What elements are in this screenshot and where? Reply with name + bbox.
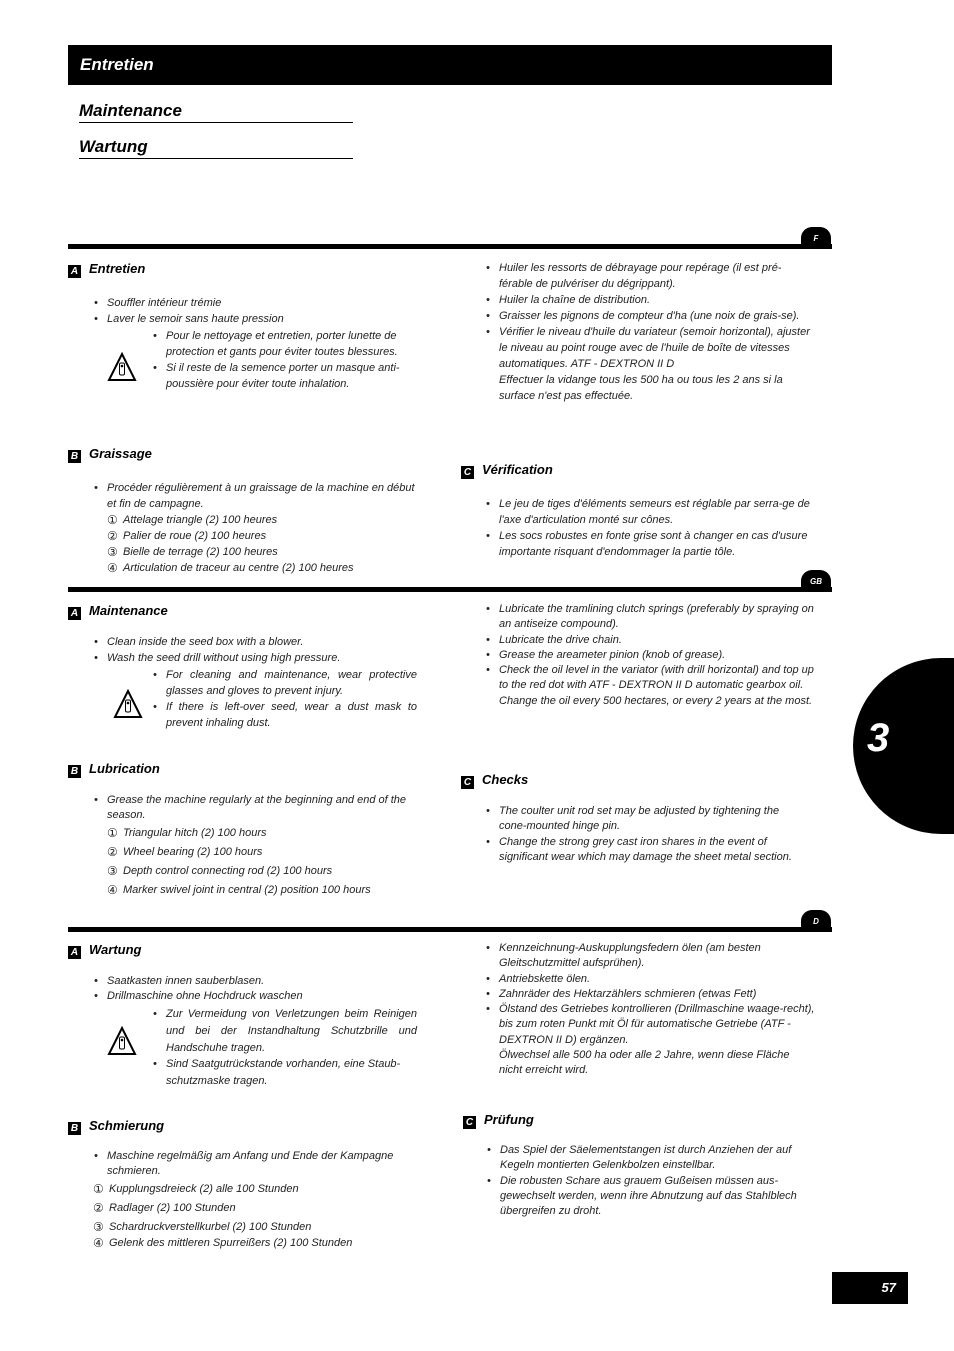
header-bar	[68, 45, 832, 85]
section-letter-box: B	[68, 765, 81, 778]
verification-list-fr	[485, 496, 815, 560]
section-header-a-fr	[68, 261, 145, 278]
warning-item: • Si il reste de la semence porter un masque anti-poussière pour éviter toute inhalation.	[152, 360, 417, 392]
section-divider-f	[68, 244, 832, 249]
section-divider-d	[68, 927, 832, 932]
list-item: • Kennzeichnung-Auskupplungsfedern ölen (am besten Gleitschutzmittel aufsprühen).	[485, 941, 815, 972]
section-letter-box: A	[68, 265, 81, 278]
section-title: Entretien	[89, 261, 146, 276]
list-item: • Graisser les pignons de compteur d'ha (une noix de grais-se).	[485, 308, 810, 324]
section-title: Schmierung	[89, 1118, 165, 1133]
list-item: • Laver le semoir sans haute pression	[93, 311, 423, 327]
chapter-number: 3	[867, 716, 890, 760]
list-item: • Zahnräder des Hektarzählers schmieren (etwas Fett)	[485, 987, 815, 1002]
warning-item: • For cleaning and maintenance, wear protective glasses and gloves to prevent injury.	[152, 667, 417, 699]
list-item: • Huiler la chaîne de distribution.	[485, 292, 810, 308]
numbered-item: ② Palier de roue (2) 100 heures	[107, 529, 267, 543]
list-item: • Change the strong grey cast iron shares in the event of significant wear which may damage the sheet metal section.	[485, 835, 805, 866]
list-item: • Wash the seed drill without using high pressure.	[93, 650, 423, 666]
language-tab-d: D	[801, 910, 831, 931]
section-letter-box: B	[68, 450, 81, 463]
subtitle-maintenance: Maintenance	[79, 101, 353, 123]
list-item: • Les socs robustes en fonte grise sont à changer en cas d'usure importante risquant d'endommager la partie tôle.	[485, 528, 815, 560]
section-header-b-fr	[68, 446, 152, 463]
list-item: • Vérifier le niveau d'huile du variateur (semoir horizontal), ajuster le niveau au point rouge avec de l'huile de boîte de vitesses automatiques. ATF - DEXTRON II D	[485, 324, 810, 372]
list-item: • Drillmaschine ohne Hochdruck waschen	[93, 989, 423, 1004]
list-item: • The coulter unit rod set may be adjusted by tightening the cone-mounted hinge pin.	[485, 804, 805, 835]
section-title: Maintenance	[89, 603, 168, 618]
section-letter-box: C	[463, 1116, 476, 1129]
section-header-c-fr	[461, 462, 553, 479]
list-item: • Check the oil level in the variator (with drill horizontal) and top up to the red dot with ATF - DEXTRON II D automatic gearbox oil.	[485, 663, 815, 694]
language-tab-gb: GB	[801, 570, 831, 591]
section-title: Prüfung	[484, 1112, 534, 1127]
maintenance-list-gb	[93, 634, 423, 666]
section-letter-box: A	[68, 946, 81, 959]
list-continuation: Ölwechsel alle 500 ha oder alle 2 Jahre, wenn diese Fläche nicht erreicht wird.	[499, 1049, 790, 1077]
numbered-item: ② Wheel bearing (2) 100 hours	[107, 845, 263, 859]
list-item: • Ölstand des Getriebes kontrollieren (Drillmaschine waage-recht), bis zum roten Punkt mit Öl für automatische Getriebe (ATF -DEXTRON II D) ergänzen.	[485, 1002, 815, 1048]
header-title: Entretien	[80, 55, 154, 74]
lubrication-list-gb	[93, 793, 423, 899]
section-letter-box: B	[68, 1122, 81, 1135]
numbered-item: ② Radlager (2) 100 Stunden	[93, 1201, 236, 1215]
section-header-a-gb	[68, 603, 168, 620]
numbered-item: ④ Articulation de traceur au centre (2) 100 heures	[107, 561, 354, 575]
chapter-marker	[853, 658, 954, 834]
section-title: Wartung	[89, 942, 142, 957]
warning-list-gb	[152, 667, 417, 731]
section-header-c-gb	[461, 772, 528, 789]
list-continuation: Change the oil every 500 hectares, or every 2 years at the most.	[499, 694, 813, 707]
warning-list-de	[152, 1006, 417, 1090]
numbered-item: ① Triangular hitch (2) 100 hours	[107, 826, 267, 840]
schmierung-list-de	[93, 1149, 423, 1251]
warning-triangle-icon	[113, 689, 143, 719]
section-letter-box: C	[461, 776, 474, 789]
section-title: Lubrication	[89, 761, 160, 776]
subtitle-wartung: Wartung	[79, 137, 353, 159]
list-item: • Lubricate the tramlining clutch springs (preferably by spraying on an antiseize compound).	[485, 602, 815, 633]
maintenance-right-list-gb	[485, 602, 815, 709]
list-item: • Procéder régulièrement à un graissage de la machine en début et fin de campagne.	[93, 480, 423, 512]
list-item: • Saatkasten innen sauberblasen.	[93, 974, 423, 989]
warning-triangle-icon	[107, 352, 137, 382]
list-item: • Das Spiel der Säelementstangen ist durch Anziehen der auf Kegeln montierten Gelenkbolzen einstellbar.	[486, 1143, 806, 1174]
list-item: • Grease the machine regularly at the beginning and end of the season.	[93, 793, 423, 823]
numbered-item: ① Kupplungsdreieck (2) alle 100 Stunden	[93, 1182, 299, 1196]
wartung-list-de	[93, 974, 423, 1004]
page-number: 57	[881, 1280, 896, 1295]
section-title: Checks	[482, 772, 529, 787]
section-title: Graissage	[89, 446, 152, 461]
checks-list-gb	[485, 804, 805, 865]
list-item: • Huiler les ressorts de débrayage pour repérage (il est pré-férable de pulvériser du dégrippant).	[485, 260, 810, 292]
section-header-b-de	[68, 1118, 164, 1135]
section-header-b-gb	[68, 761, 160, 778]
warning-item: • Pour le nettoyage et entretien, porter lunette de protection et gants pour éviter toutes blessures.	[152, 328, 417, 360]
section-letter-box: A	[68, 607, 81, 620]
list-item: • Lubricate the drive chain.	[485, 633, 815, 648]
warning-item: • Zur Vermeidung von Verletzungen beim Reinigen und bei der Instandhaltung Schutzbrille und Handschuhe tragen.	[152, 1006, 417, 1056]
warning-triangle-icon	[107, 1026, 137, 1056]
maintenance-right-list-fr	[485, 260, 810, 404]
warning-item: • Sind Saatgutrückstande vorhanden, eine Staub-schutzmaske tragen.	[152, 1056, 417, 1090]
wartung-right-list-de	[485, 941, 815, 1079]
numbered-item: ① Attelage triangle (2) 100 heures	[107, 513, 278, 527]
numbered-item: ④ Gelenk des mittleren Spurreißers (2) 100 Stunden	[93, 1236, 353, 1250]
pruefung-list-de	[486, 1143, 806, 1219]
list-item: • Le jeu de tiges d'éléments semeurs est réglable par serra-ge de l'axe d'articulation monté sur cônes.	[485, 496, 815, 528]
list-item: • Grease the areameter pinion (knob of grease).	[485, 648, 815, 663]
list-item: • Maschine regelmäßig am Anfang und Ende der Kampagne schmieren.	[93, 1149, 423, 1179]
numbered-item: ④ Marker swivel joint in central (2) position 100 hours	[107, 883, 371, 897]
warning-item: • If there is left-over seed, wear a dust mask to prevent inhaling dust.	[152, 699, 417, 731]
graissage-list-fr	[93, 480, 423, 576]
section-header-c-de	[463, 1112, 534, 1129]
section-divider-gb	[68, 587, 832, 592]
list-continuation: Effectuer la vidange tous les 500 ha ou tous les 2 ans si la surface n'est pas effectuée.	[499, 374, 783, 402]
list-item: • Die robusten Schare aus grauem Gußeisen müssen aus-gewechselt werden, wenn ihre Abnutzung auf das Stahlblech übergreifen zu droht.	[486, 1174, 806, 1220]
numbered-item: ③ Bielle de terrage (2) 100 heures	[107, 545, 278, 559]
entretien-list-fr	[93, 295, 423, 327]
section-title: Vérification	[482, 462, 553, 477]
numbered-item: ③ Depth control connecting rod (2) 100 hours	[107, 864, 333, 878]
numbered-item: ③ Schardruckverstellkurbel (2) 100 Stunden	[93, 1220, 312, 1234]
page-number-box	[832, 1272, 908, 1304]
list-item: • Souffler intérieur trémie	[93, 295, 423, 311]
warning-list-fr	[152, 328, 417, 392]
list-item: • Clean inside the seed box with a blower.	[93, 634, 423, 650]
section-header-a-de	[68, 942, 141, 959]
section-letter-box: C	[461, 466, 474, 479]
language-tab-f: F	[801, 227, 831, 248]
list-item: • Antriebskette ölen.	[485, 972, 815, 987]
